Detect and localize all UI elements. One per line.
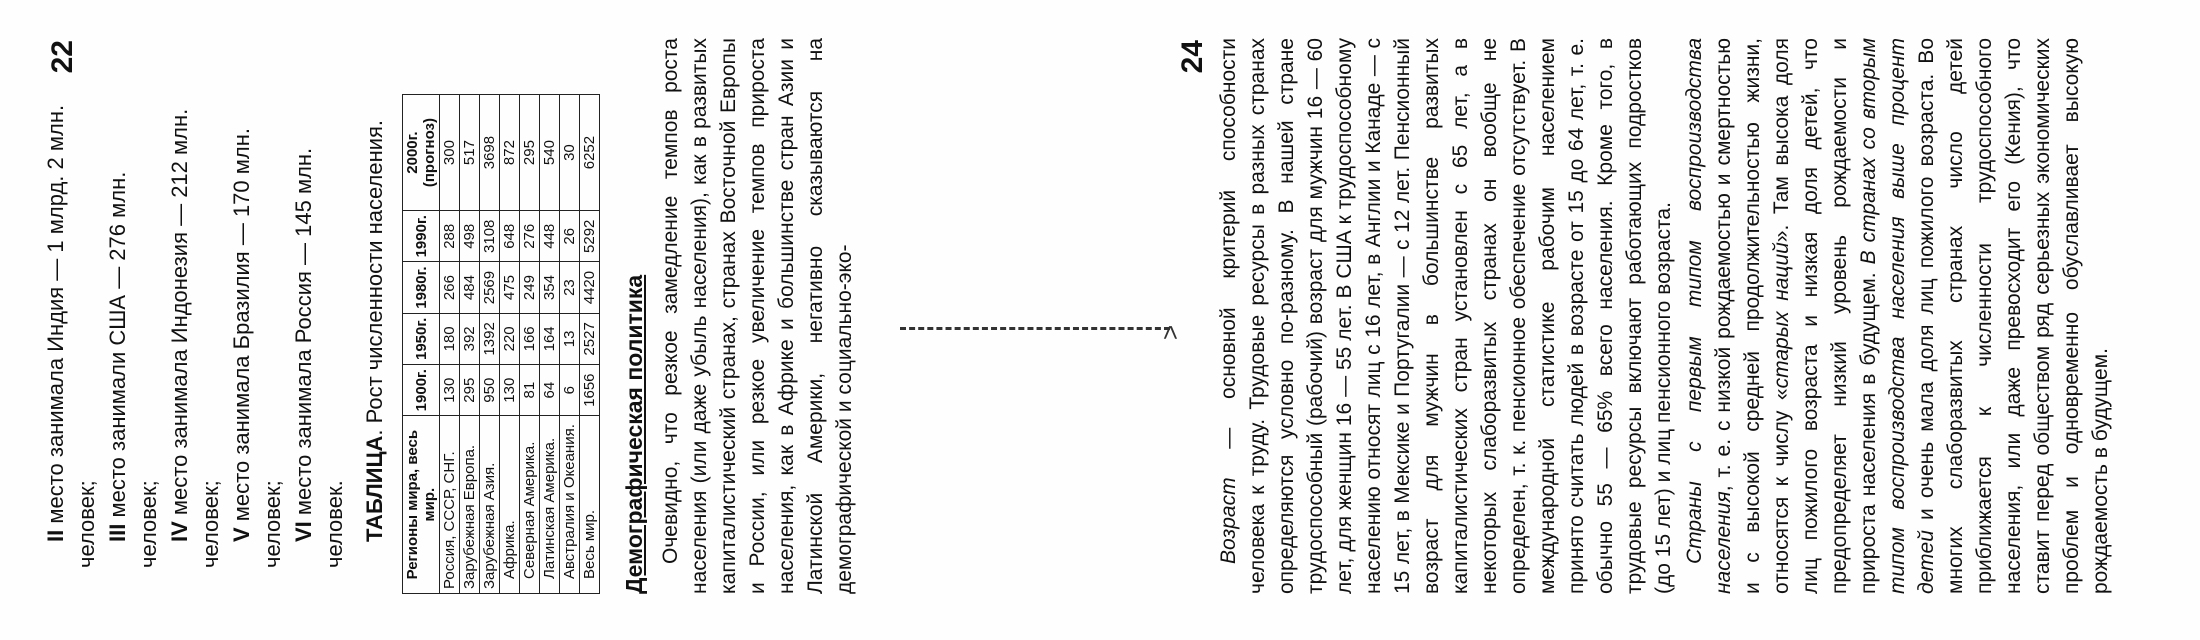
value-cell: 249 — [520, 262, 540, 313]
value-cell: 26 — [560, 211, 580, 262]
column-header: 1900г. — [403, 365, 440, 416]
region-cell: Весь мир. — [580, 416, 600, 594]
table-row — [440, 95, 460, 594]
paragraph-text: Очевидно, что резкое замедление темпов роста населения (или даже убыль населения), как в развитых капиталистический странах, странах Восточной Европы и России, или резкое увеличение темпов прироста населения, как в Африке и большинстве стран Азии и Латинской Америки, негативно сказываются на демографической и социально-эко- — [659, 38, 856, 594]
value-cell: 2569 — [480, 262, 500, 313]
value-cell: 288 — [440, 211, 460, 262]
value-cell: 4420 — [580, 262, 600, 313]
ranking-item: IV место занимала Индонезия — 212 млн. человек; — [167, 108, 223, 568]
table-row — [520, 95, 540, 594]
page-number-left: 22 — [46, 40, 79, 74]
value-cell: 872 — [500, 95, 520, 211]
value-cell: 3698 — [480, 95, 500, 211]
table-caption: ТАБЛИЦА. Рост численности населения. — [362, 119, 387, 542]
section-heading: Демографическая политика — [621, 274, 647, 594]
value-cell: 295 — [460, 365, 480, 416]
region-cell: Зарубежная Европа. — [460, 416, 480, 594]
rotated-page — [30, 10, 2170, 630]
region-cell: Австралия и Океания. — [560, 416, 580, 594]
ranking-item: II место занимала Индия — 1 млрд. 2 млн. человек; — [43, 104, 99, 568]
value-cell: 180 — [440, 313, 460, 364]
population-ranking-list — [40, 90, 350, 568]
value-cell: 295 — [520, 95, 540, 211]
paragraph-demography — [656, 38, 859, 594]
value-cell: 540 — [540, 95, 560, 211]
value-cell: 392 — [460, 313, 480, 364]
value-cell: 276 — [520, 211, 540, 262]
value-cell: 266 — [440, 262, 460, 313]
region-cell: Зарубежная Азия. — [480, 416, 500, 594]
table-header-row — [403, 95, 440, 594]
region-cell: Африка. — [500, 416, 520, 594]
value-cell: 1656 — [580, 365, 600, 416]
value-cell: 166 — [520, 313, 540, 364]
population-growth-table — [402, 94, 600, 594]
table-row — [460, 95, 480, 594]
value-cell: 648 — [500, 211, 520, 262]
value-cell: 5292 — [580, 211, 600, 262]
column-header: 1980г. — [403, 262, 440, 313]
table-row — [540, 95, 560, 594]
value-cell: 130 — [440, 365, 460, 416]
page-number-right: 24 — [1176, 40, 1209, 74]
value-cell: 475 — [500, 262, 520, 313]
column-header: 1990г. — [403, 211, 440, 262]
value-cell: 23 — [560, 262, 580, 313]
column-header: 1950г. — [403, 313, 440, 364]
value-cell: 448 — [540, 211, 560, 262]
table-row — [500, 95, 520, 594]
value-cell: 6 — [560, 365, 580, 416]
value-cell: 6252 — [580, 95, 600, 211]
column-header: Регионы мира, весь мир. — [403, 416, 440, 594]
value-cell: 950 — [480, 365, 500, 416]
value-cell: 220 — [500, 313, 520, 364]
value-cell: 1392 — [480, 313, 500, 364]
right-page-body — [1214, 38, 2115, 594]
region-cell: Латинская Америка. — [540, 416, 560, 594]
ranking-item: V место занимала Бразилия — 170 млн. человек; — [229, 128, 285, 568]
table-row-total — [580, 95, 600, 594]
value-cell: 354 — [540, 262, 560, 313]
region-cell: Северная Америка. — [520, 416, 540, 594]
value-cell: 3108 — [480, 211, 500, 262]
value-cell: 498 — [460, 211, 480, 262]
cut-divider-line — [900, 325, 1170, 330]
value-cell: 13 — [560, 313, 580, 364]
ranking-item: III место занимали США — 276 млн. человек; — [105, 171, 161, 568]
table-row — [560, 95, 580, 594]
value-cell: 81 — [520, 365, 540, 416]
scissors-mark-icon: > — [1155, 324, 1185, 340]
value-cell: 2527 — [580, 313, 600, 364]
paragraph-age: Возраст — основной критерий способности человека к труду. Трудовые ресурсы в разных странах определяются условно по-разному. В нашей стране трудоспособный (рабочий) возраст для мужчин 16 — 60 лет, для женщин 16 — 55 лет. В США к трудоспособному населению относят лиц с 16 лет, в Англии и Канаде — с 15 лет, в Мексике и Португалии — с 12 лет. Пенсионный возраст для мужчин в большинстве развитых капиталистических стран установлен с 65 лет, а в некоторых слаборазвитых странах он вообще не определен, т. к. пенсионное обеспечение отсутствует. В международной статистике рабочим населением принято считать людей в возрасте от 15 до 64 лет, т. е. обычно 55 — 65% всего населения. Кроме того, в трудовые ресурсы включают работающих подростков (до 15 лет) и лиц пенсионного возраста. — [1217, 38, 1675, 594]
paragraph-reproduction-types: Страны с первым типом воспроизводства населения, т. е. с низкой рождаемостью и смертностью и с высокой средней продолжительностью жизни, относятся к числу «старых наций». Там высока доля лиц пожилого возраста и низкая доля детей, что предопределяет низкий уровень рождаемости и прироста населения в будущем. В странах со вторым типом воспроизводства населения выше процент детей и очень мала доля лиц пожилого возраста. Во многих слаборазвитых странах число детей приближается к численности трудоспособного населения, или даже превосходит его (Кения), что ставит перед обществом ряд серьезных экономических проблем и одновременно обуславливает высокую рождаемость в будущем. — [1683, 37, 2112, 594]
value-cell: 517 — [460, 95, 480, 211]
value-cell: 130 — [500, 365, 520, 416]
value-cell: 64 — [540, 365, 560, 416]
value-cell: 484 — [460, 262, 480, 313]
value-cell: 30 — [560, 95, 580, 211]
column-header: 2000г. (прогноз) — [403, 95, 440, 211]
value-cell: 164 — [540, 313, 560, 364]
table-row — [480, 95, 500, 594]
value-cell: 300 — [440, 95, 460, 211]
region-cell: Россия, СССР, СНГ. — [440, 416, 460, 594]
ranking-item: VI место занимала Россия — 145 млн. человек. — [291, 147, 347, 568]
